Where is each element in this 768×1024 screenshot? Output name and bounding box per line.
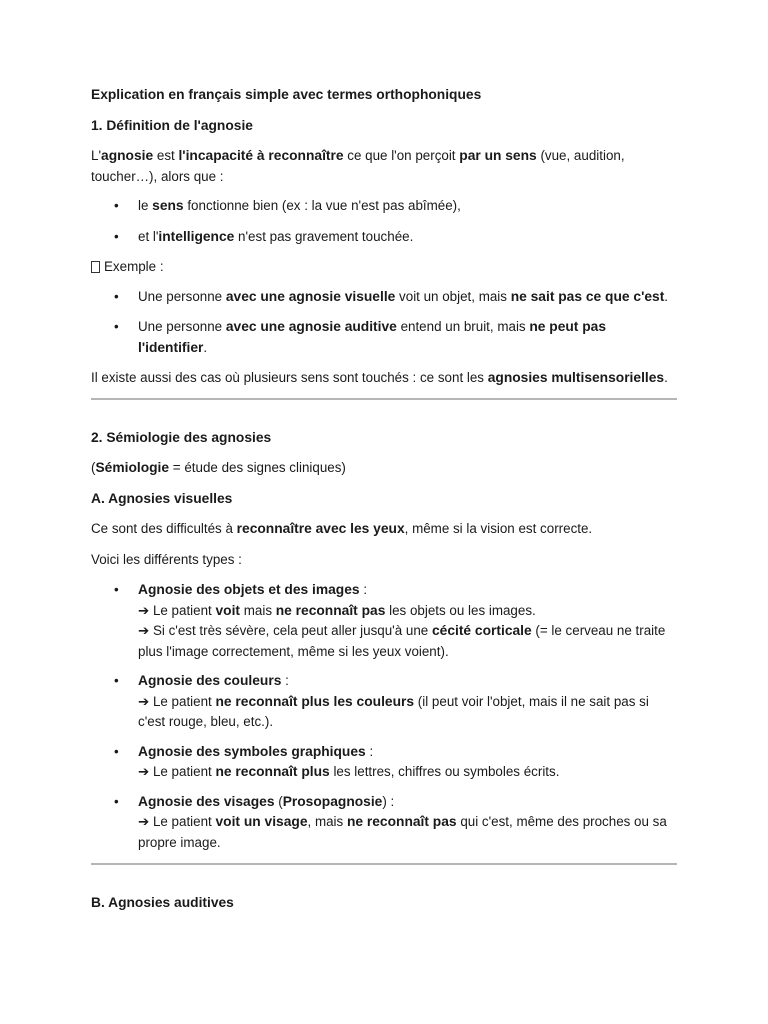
missing-glyph-icon [91,261,100,273]
list-item: • et l'intelligence n'est pas gravement touchée. [91,227,677,248]
section-divider [91,863,677,865]
list-item: • Une personne avec une agnosie visuelle voit un objet, mais ne sait pas ce que c'est. [91,287,677,308]
document-title: Explication en français simple avec termes orthophoniques [91,87,482,102]
section-2-heading: 2. Sémiologie des agnosies [91,429,272,445]
agnosia-types-list [91,580,677,853]
subsection-a-heading: A. Agnosies visuelles [91,490,233,506]
subsection-b-heading: B. Agnosies auditives [91,895,234,910]
list-item: • Agnosie des couleurs : ➔ Le patient ne reconnaît plus les couleurs (il peut voir l'objet, mais il ne sait pas si c'est rouge, bleu, etc.). [91,671,677,733]
conditions-list [91,196,677,247]
types-intro: Voici les différents types : [91,551,242,567]
visual-agnosia-intro: Ce sont des difficultés à reconnaître avec les yeux, même si la vision est correcte. [91,521,593,536]
list-item: • Agnosie des symboles graphiques : ➔ Le patient ne reconnaît plus les lettres, chiffres ou symboles écrits. [91,742,677,783]
examples-list [91,287,677,359]
example-label: Exemple : [91,257,677,278]
section-1-heading: 1. Définition de l'agnosie [91,117,253,133]
list-item: • Agnosie des objets et des images : ➔ Le patient voit mais ne reconnaît pas les objets ou les images. ➔ Si c'est très sévère, cela peut aller jusqu'à une cécité corticale (= le cerveau ne traite plus l'image correctement, même si les yeux voient). [91,580,677,662]
section-divider [91,398,677,400]
list-item: • Une personne avec une agnosie auditive entend un bruit, mais ne peut pas l'identifier. [91,317,677,358]
document-content [91,85,677,914]
list-item: • Agnosie des visages (Prosopagnosie) : ➔ Le patient voit un visage, mais ne reconnaît pas qui c'est, même des proches ou sa propre image. [91,792,677,854]
definition-paragraph: L'agnosie est l'incapacité à reconnaître ce que l'on perçoit par un sens (vue, audition, toucher…), alors que : [91,148,625,184]
list-item: • le sens fonctionne bien (ex : la vue n'est pas abîmée), [91,196,677,217]
semiology-definition: (Sémiologie = étude des signes cliniques) [91,460,346,475]
multisensory-paragraph: Il existe aussi des cas où plusieurs sens sont touchés : ce sont les agnosies multisensorielles. [91,370,668,385]
